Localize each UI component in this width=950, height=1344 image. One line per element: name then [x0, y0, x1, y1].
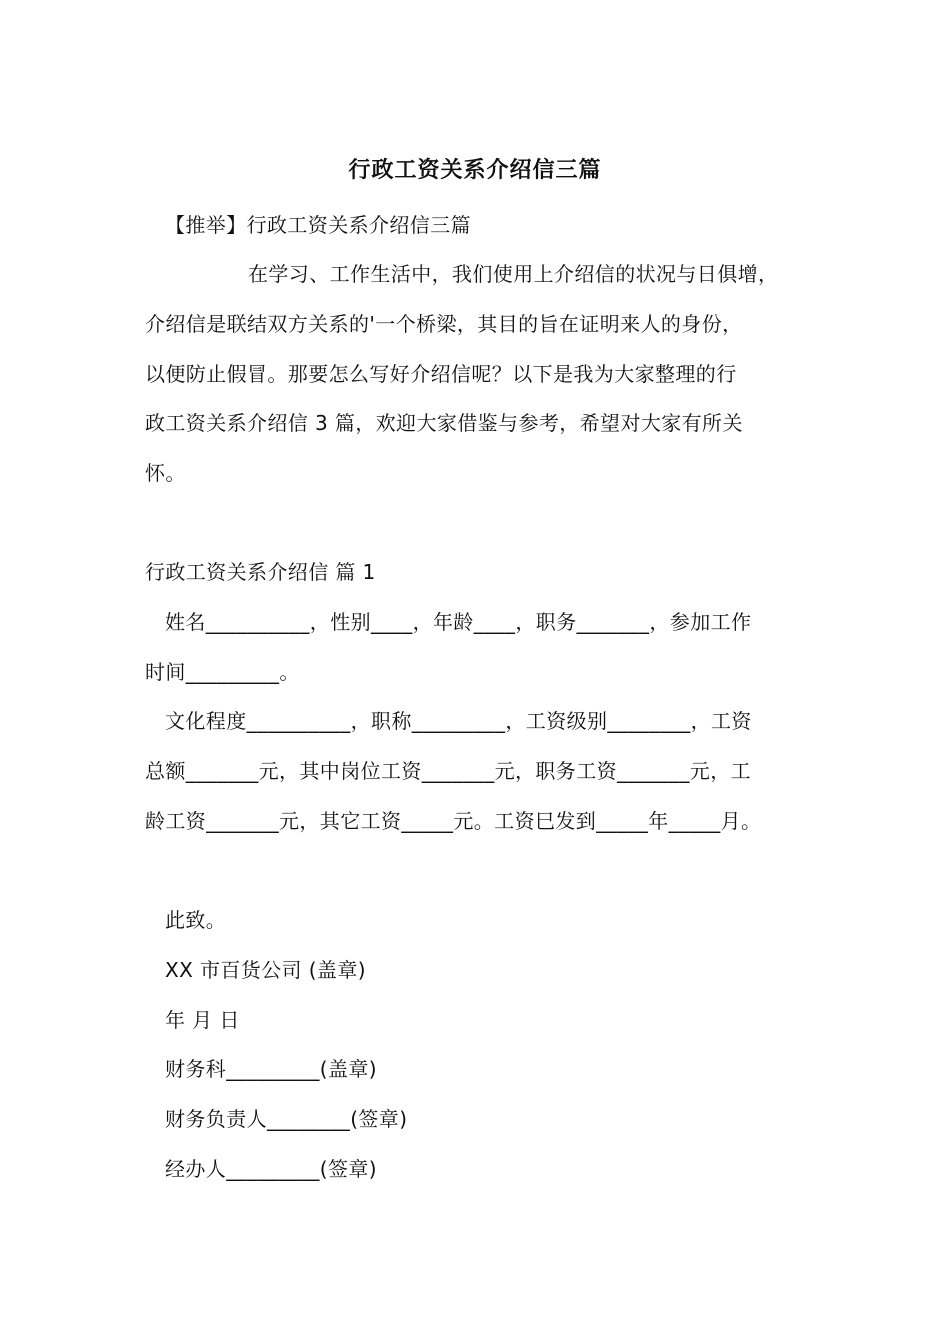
body-line-4: 总额_______元，其中岗位工资_______元，职务工资_______元，工	[145, 759, 751, 783]
closing-line-1: 此致。	[165, 908, 227, 932]
closing-line-5: 财务负责人________(签章)	[165, 1107, 408, 1131]
intro-line-3: 以便防止假冒。那要怎么写好介绍信呢？以下是我为大家整理的行	[145, 362, 737, 386]
body-line-5: 龄工资_______元，其它工资_____元。工资巳发到_____年_____月。	[145, 809, 762, 833]
closing-line-6: 经办人_________(签章)	[165, 1157, 378, 1181]
intro-line-2: 介绍信是联结双方关系的'一个桥梁，其目的旨在证明来人的身份，	[145, 312, 743, 336]
body-line-1: 姓名__________，性别____，年龄____，职务_______，参加工作	[165, 610, 752, 634]
closing-line-3: 年 月 日	[165, 1008, 240, 1032]
body-line-2: 时间_________。	[145, 660, 300, 684]
document-title: 行政工资关系介绍信三篇	[348, 158, 602, 183]
body-line-3: 文化程度__________，职称_________，工资级别________，工资	[165, 709, 752, 733]
closing-line-2: XX 市百货公司 (盖章)	[165, 958, 366, 982]
intro-line-4: 政工资关系介绍信 3 篇，欢迎大家借鉴与参考，希望对大家有所关	[145, 411, 743, 435]
section-heading: 行政工资关系介绍信 篇 1	[145, 560, 376, 584]
document-subtitle: 【推举】行政工资关系介绍信三篇	[165, 213, 471, 237]
intro-line-1: 在学习、工作生活中，我们使用上介绍信的状况与日俱增，	[248, 262, 779, 286]
closing-line-4: 财务科_________(盖章)	[165, 1057, 378, 1081]
intro-line-5: 怀。	[145, 461, 186, 485]
